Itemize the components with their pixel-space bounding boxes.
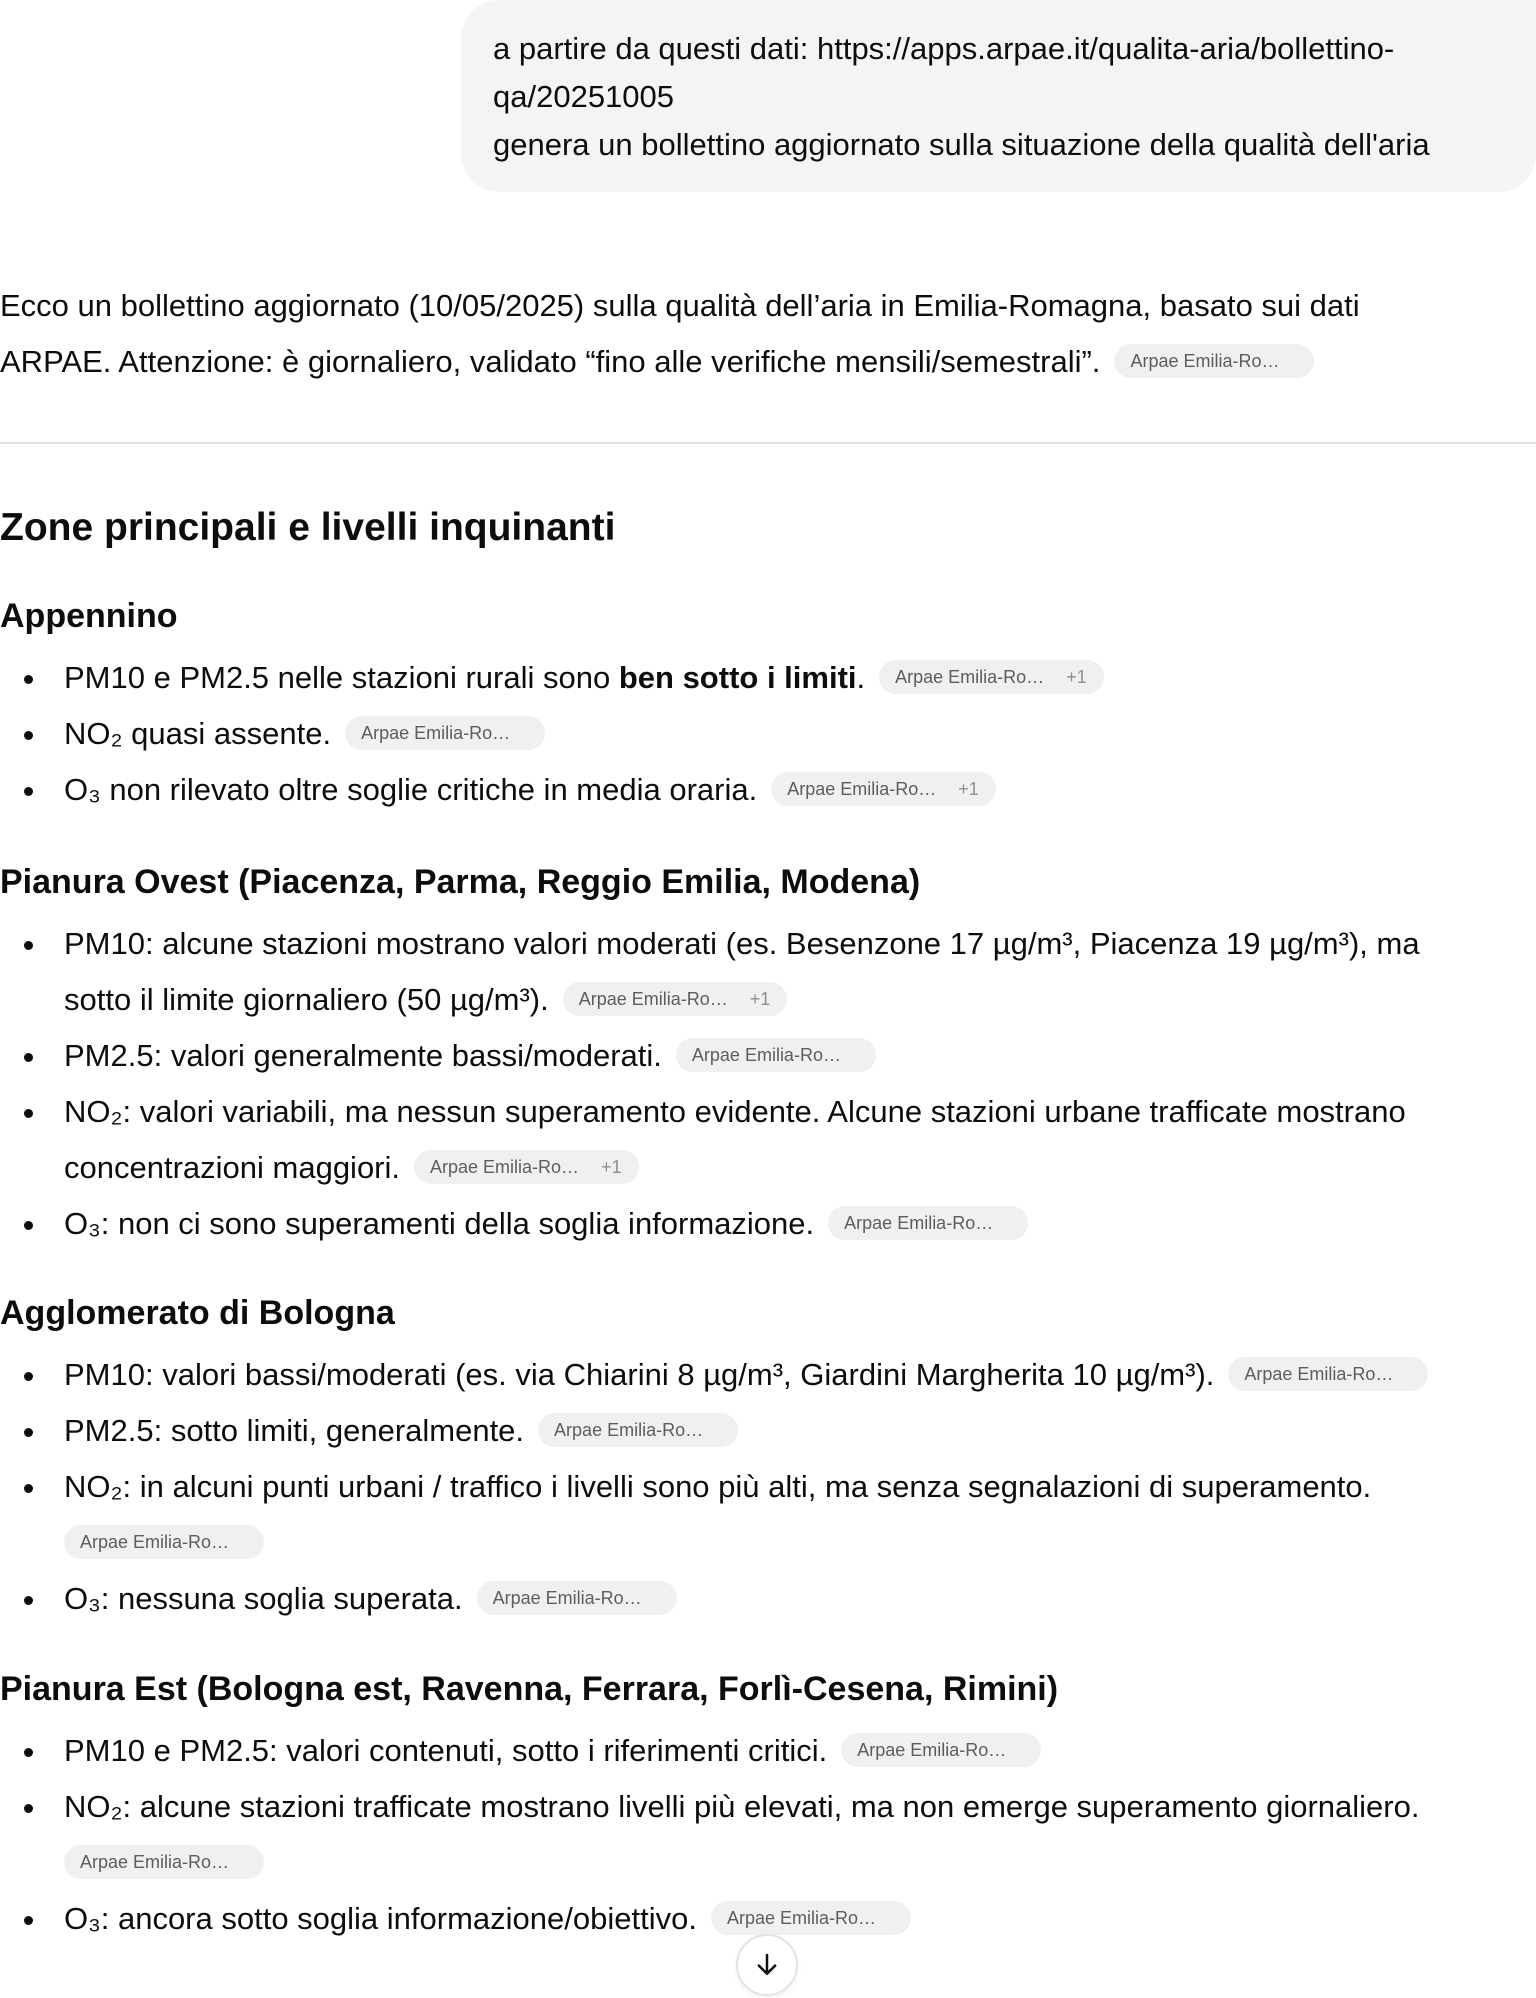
source-chip[interactable] bbox=[563, 982, 788, 1016]
user-message-bubble bbox=[461, 0, 1536, 192]
list-item bbox=[0, 1723, 1536, 1779]
chip-count: +1 bbox=[1066, 666, 1087, 687]
zone-list bbox=[0, 1723, 1536, 1947]
list-item bbox=[0, 1779, 1536, 1891]
chip-label: Arpae Emilia-Ro… bbox=[430, 1156, 580, 1177]
item-text: NO₂: in alcuni punti urbani / traffico i livelli sono più alti, ma senza segnalazioni di superamento. bbox=[64, 1469, 1372, 1504]
zone-list bbox=[0, 1347, 1536, 1627]
intro-line-text: ARPAE. Attenzione: è giornaliero, validato “fino alle verifiche mensili/semestrali”. bbox=[0, 344, 1101, 379]
zone-list bbox=[0, 650, 1536, 818]
list-item bbox=[0, 1571, 1536, 1627]
item-text: PM10 e PM2.5: valori contenuti, sotto i riferimenti critici. bbox=[64, 1733, 828, 1768]
list-item bbox=[0, 650, 1536, 706]
list-item bbox=[0, 1347, 1536, 1403]
item-text: PM10 e PM2.5 nelle stazioni rurali sono bbox=[64, 660, 619, 695]
response-intro bbox=[0, 278, 1490, 390]
item-text: . bbox=[856, 660, 866, 695]
chip-count: +1 bbox=[749, 988, 771, 1009]
source-chip[interactable] bbox=[879, 660, 1104, 694]
user-message-line: a partire da questi dati: https://apps.arpae.it/qualita-aria/bollettino- bbox=[493, 31, 1395, 66]
source-chip[interactable] bbox=[771, 772, 996, 806]
zone-title: Pianura Ovest (Piacenza, Parma, Reggio Emilia, Modena) bbox=[0, 863, 921, 901]
item-text: concentrazioni maggiori. bbox=[64, 1150, 401, 1185]
item-text: PM2.5: sotto limiti, generalmente. bbox=[64, 1413, 525, 1448]
source-chip[interactable]: Arpae Emilia-Ro… bbox=[1114, 344, 1314, 378]
chip-label: Arpae Emilia-Ro… bbox=[895, 666, 1045, 687]
intro-line: Ecco un bollettino aggiornato (10/05/2025) sulla qualità dell’aria in Emilia-Romagna, basato sui dati bbox=[0, 288, 1360, 323]
source-chip[interactable]: Arpae Emilia-Ro… bbox=[64, 1525, 264, 1559]
scroll-to-bottom-button[interactable] bbox=[736, 1934, 798, 1996]
source-chip[interactable]: Arpae Emilia-Ro… bbox=[345, 716, 545, 750]
chip-label: Arpae Emilia-Ro… bbox=[787, 778, 937, 799]
zone-list bbox=[0, 916, 1536, 1252]
source-chip[interactable]: Arpae Emilia-Ro… bbox=[676, 1038, 876, 1072]
item-text: O₃: nessuna soglia superata. bbox=[64, 1581, 463, 1616]
source-chip[interactable]: Arpae Emilia-Ro… bbox=[477, 1581, 677, 1615]
source-chip[interactable]: Arpae Emilia-Ro… bbox=[1228, 1357, 1428, 1391]
source-chip[interactable]: Arpae Emilia-Ro… bbox=[711, 1901, 911, 1935]
list-item bbox=[0, 1084, 1536, 1196]
item-text: O₃: non ci sono superamenti della soglia informazione. bbox=[64, 1206, 815, 1241]
item-text: PM10: valori bassi/moderati (es. via Chiarini 8 µg/m³, Giardini Margherita 10 µg/m³). bbox=[64, 1357, 1215, 1392]
source-chip[interactable]: Arpae Emilia-Ro… bbox=[64, 1845, 264, 1879]
source-chip[interactable]: Arpae Emilia-Ro… bbox=[841, 1733, 1041, 1767]
item-bold-text: ben sotto i limiti bbox=[618, 660, 857, 695]
user-message-line: qa/20251005 bbox=[493, 79, 675, 114]
source-chip[interactable]: Arpae Emilia-Ro… bbox=[828, 1206, 1028, 1240]
user-message-line: genera un bollettino aggiornato sulla situazione della qualità dell'aria bbox=[493, 127, 1430, 162]
item-text: NO₂: alcune stazioni trafficate mostrano livelli più elevati, ma non emerge superamento giornaliero. bbox=[64, 1789, 1420, 1824]
intro-line bbox=[0, 334, 1490, 390]
item-text: NO₂ quasi assente. bbox=[64, 716, 332, 751]
list-item bbox=[0, 1403, 1536, 1459]
chip-label: Arpae Emilia-Ro… bbox=[578, 988, 728, 1009]
list-item bbox=[0, 916, 1536, 1028]
zone-section-appennino bbox=[0, 588, 1536, 818]
zone-section-bologna bbox=[0, 1285, 1536, 1627]
assistant-response bbox=[0, 278, 1536, 390]
item-text: PM10: alcune stazioni mostrano valori moderati (es. Besenzone 17 µg/m³, Piacenza 19 µg/m³), ma bbox=[64, 926, 1420, 961]
list-item bbox=[0, 706, 1536, 762]
source-chip[interactable]: Arpae Emilia-Ro… bbox=[538, 1413, 738, 1447]
item-text: PM2.5: valori generalmente bassi/moderati. bbox=[64, 1038, 662, 1073]
zone-section-pianura-est bbox=[0, 1661, 1536, 1947]
divider bbox=[0, 442, 1536, 444]
zone-title: Appennino bbox=[0, 597, 178, 635]
item-text: O₃: ancora sotto soglia informazione/obiettivo. bbox=[64, 1901, 697, 1936]
list-item bbox=[0, 1196, 1536, 1252]
arrow-down-icon bbox=[752, 1950, 782, 1980]
zone-title: Pianura Est (Bologna est, Ravenna, Ferrara, Forlì-Cesena, Rimini) bbox=[0, 1670, 1059, 1708]
chip-count: +1 bbox=[601, 1156, 622, 1177]
list-item bbox=[0, 1459, 1536, 1571]
item-text: NO₂: valori variabili, ma nessun superamento evidente. Alcune stazioni urbane trafficate mostrano bbox=[64, 1094, 1406, 1129]
zone-section-pianura-ovest bbox=[0, 854, 1536, 1252]
item-text: sotto il limite giornaliero (50 µg/m³). bbox=[64, 982, 549, 1017]
item-text: O₃ non rilevato oltre soglie critiche in media oraria. bbox=[64, 772, 758, 807]
chip-count: +1 bbox=[958, 778, 979, 799]
source-chip[interactable] bbox=[414, 1150, 639, 1184]
list-item bbox=[0, 762, 1536, 818]
list-item bbox=[0, 1028, 1536, 1084]
section-heading: Zone principali e livelli inquinanti bbox=[0, 506, 616, 549]
zone-title: Agglomerato di Bologna bbox=[0, 1294, 395, 1332]
